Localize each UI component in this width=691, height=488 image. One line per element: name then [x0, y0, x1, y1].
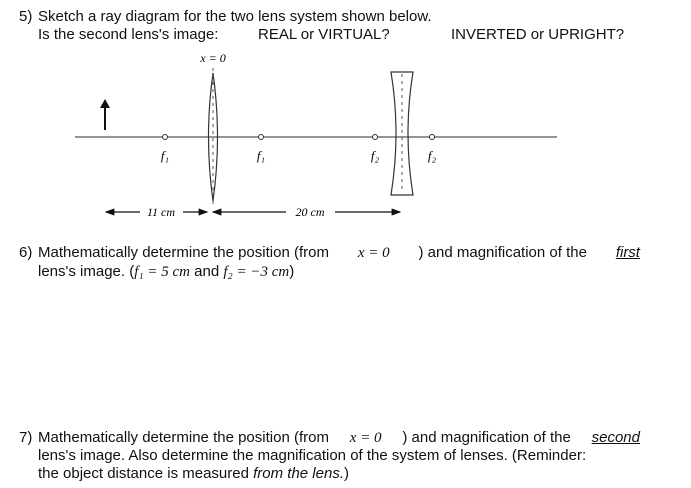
dist1-label: 11 cm	[146, 205, 176, 219]
f2-right-point	[430, 135, 435, 140]
q6-text-e: lens's image. (	[38, 263, 135, 280]
q7-second: second	[591, 429, 640, 446]
q6-line2	[38, 263, 294, 281]
q6-text-i: )	[289, 263, 295, 280]
q7-x0: x = 0	[349, 430, 382, 446]
f1-left-label: f₁	[160, 148, 170, 163]
q5-line1: Sketch a ray diagram for the two lens system shown below.	[38, 8, 432, 25]
object-arrow-head	[100, 99, 110, 108]
q7-number: 7)	[19, 429, 33, 446]
f2-left-point	[373, 135, 378, 140]
q7-text-a: Mathematically determine the position (from	[38, 429, 329, 446]
q6-x0: x = 0	[357, 245, 390, 261]
q6-text-c: ) and magnification of the	[418, 244, 587, 261]
q5-real-virtual: REAL or VIRTUAL?	[258, 26, 390, 43]
q7-text-c: ) and magnification of the	[402, 429, 571, 446]
q7-text-3a: the object distance is measured	[38, 465, 249, 482]
origin-label: x = 0	[200, 51, 226, 65]
q6-line1	[38, 244, 640, 262]
q6-text-a: Mathematically determine the position (from	[38, 244, 329, 261]
q5-line2: Is the second lens's image:	[38, 26, 219, 43]
q7-line3	[38, 465, 349, 483]
q7-line2: lens's image. Also determine the magnification of the system of lenses. (Reminder:	[38, 447, 587, 464]
q6-f1: f₁ = 5 cm	[134, 264, 190, 280]
q6-text-g: and	[189, 263, 224, 280]
q7-text-3c: )	[344, 465, 349, 482]
q5-number: 5)	[19, 8, 33, 25]
f1-left-point	[163, 135, 168, 140]
q7-from-the-lens: from the lens.	[253, 465, 344, 482]
f2-right-label: f₂	[427, 148, 437, 163]
q6-number: 6)	[19, 244, 33, 261]
q7-line1	[38, 429, 640, 447]
q6-f2: f₂ = −3 cm	[223, 264, 290, 280]
q5-inverted-upright: INVERTED or UPRIGHT?	[451, 26, 625, 43]
q6-first: first	[615, 244, 640, 261]
f1-right-point	[259, 135, 264, 140]
f2-left-label: f₂	[370, 148, 380, 163]
dist2-label: 20 cm	[295, 205, 325, 219]
f1-right-label: f₁	[256, 148, 266, 163]
